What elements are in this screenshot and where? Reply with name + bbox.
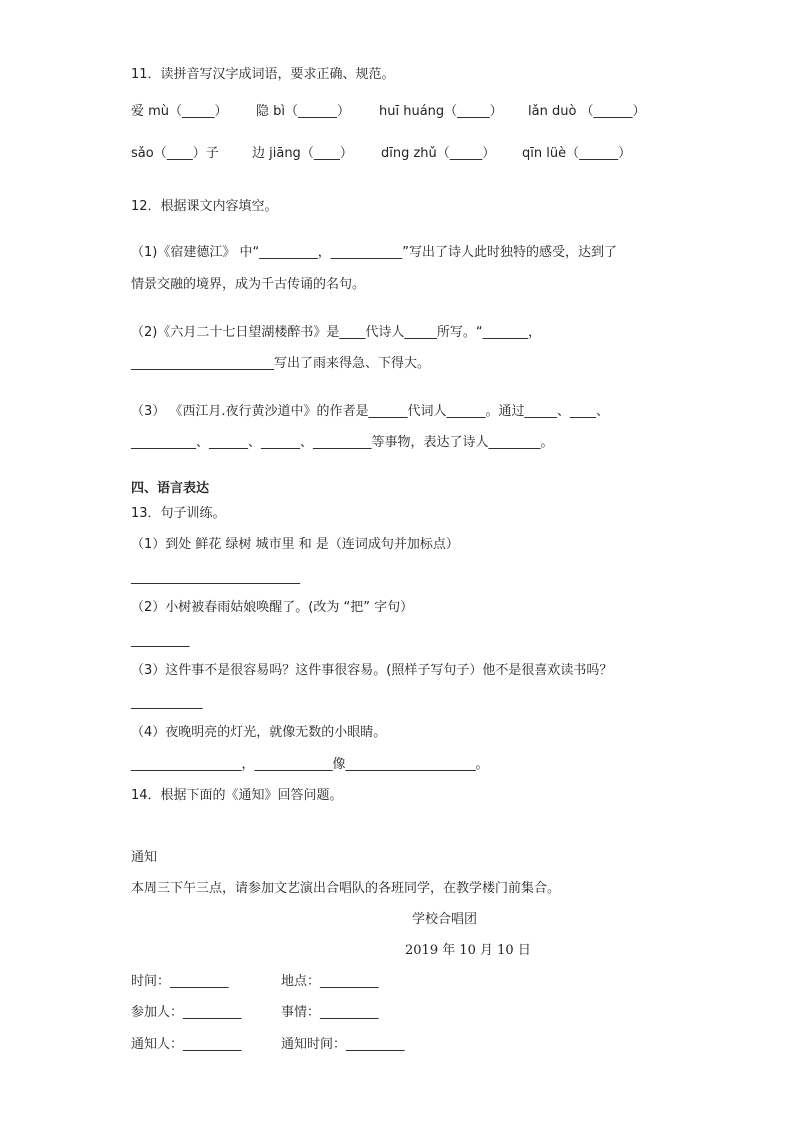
- q11-item-4: lǎn duò （______）: [528, 104, 646, 119]
- field-time[interactable]: 时间：_________: [131, 974, 229, 989]
- field-participants[interactable]: 参加人：_________: [131, 1005, 242, 1020]
- notice-date: 2019 年 10 月 10 日: [405, 943, 531, 958]
- q12-part1-line1: （1)《宿建德江》 中“_________，___________”写出了诗人此时独特的感受，达到了: [131, 245, 617, 260]
- q12-part2-line2: ______________________写出了雨来得急、下得大。: [131, 356, 431, 371]
- q11-item-8: qīn lüè（______）: [522, 146, 632, 161]
- q11-item-6: 边 jiāng（____）: [252, 146, 353, 161]
- notice-signer: 学校合唱团: [412, 912, 478, 927]
- q12-part2-line1: （2)《六月二十七日望湖楼醉书》是____代诗人_____所写。“_______，: [131, 325, 542, 340]
- q13-sentence-2: （2）小树被春雨姑娘唤醒了。(改为 “把” 字句）: [131, 600, 414, 615]
- q13-answer-blank-4[interactable]: _________________，____________像____________________。: [131, 757, 489, 772]
- section-heading: 四、语言表达: [131, 481, 210, 496]
- q11-item-1: 爱 mù（_____）: [131, 104, 228, 119]
- q12-part3-line2: __________、______、______、_________等事物，表达了诗人________。: [131, 435, 554, 450]
- q13-sentence-4: （4）夜晚明亮的灯光，就像无数的小眼睛。: [131, 725, 387, 740]
- q11-item-5: sǎo（____）子: [131, 146, 219, 161]
- field-notice-time[interactable]: 通知时间：_________: [281, 1037, 405, 1052]
- q12-title: 12．根据课文内容填空。: [131, 199, 278, 214]
- q12-part1-line2: 情景交融的境界，成为千古传诵的名句。: [131, 277, 366, 292]
- notice-body: 本周三下午三点，请参加文艺演出合唱队的各班同学，在教学楼门前集合。: [131, 881, 561, 896]
- q13-answer-blank-2[interactable]: _________: [131, 633, 190, 648]
- field-matter[interactable]: 事情：_________: [281, 1005, 379, 1020]
- q11-item-7: dīng zhǔ（_____）: [381, 146, 496, 161]
- q11-title: 11．读拼音写汉字成词语，要求正确、规范。: [131, 67, 395, 82]
- q11-item-2: 隐 bì（______）: [256, 104, 350, 119]
- q12-part3-line1: （3） 《西江月.夜行黄沙道中》的作者是______代词人______。通过_____、____、: [131, 404, 610, 419]
- field-place[interactable]: 地点：_________: [281, 974, 379, 989]
- q13-title: 13．句子训练。: [131, 506, 226, 521]
- q13-sentence-1: （1）到处 鲜花 绿树 城市里 和 是（连词成句并加标点）: [131, 537, 459, 552]
- q14-title: 14．根据下面的《通知》回答问题。: [131, 788, 343, 803]
- q13-answer-blank-1[interactable]: __________________________: [131, 570, 300, 585]
- q13-answer-blank-3[interactable]: ___________: [131, 695, 203, 710]
- field-notifier[interactable]: 通知人：_________: [131, 1037, 242, 1052]
- q13-sentence-3: （3）这件事不是很容易吗？这件事很容易。(照样子写句子）他不是很喜欢读书吗？: [131, 663, 613, 678]
- notice-title: 通知: [131, 850, 158, 865]
- q11-item-3: huī huáng（_____）: [379, 104, 503, 119]
